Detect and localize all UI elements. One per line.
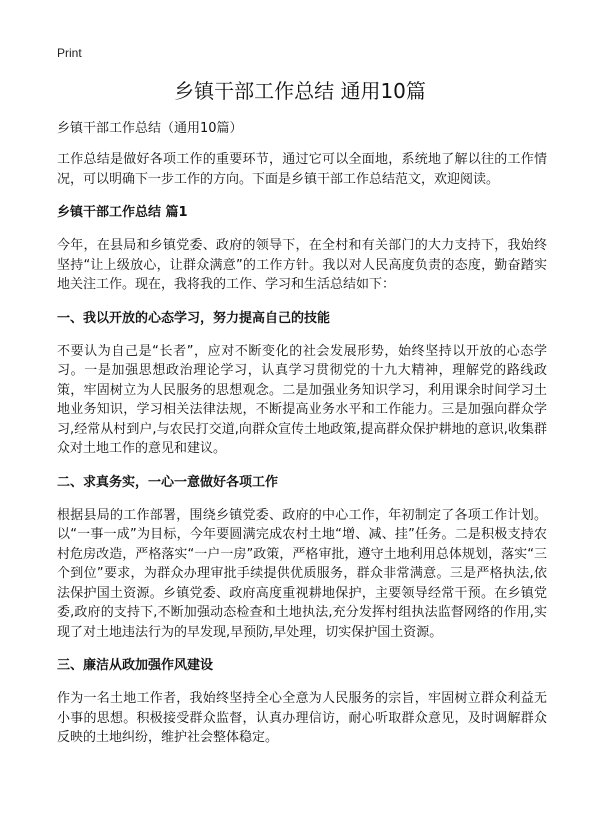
article-heading: 乡镇干部工作总结 篇1 — [57, 205, 188, 220]
document-title: 乡镇干部工作总结 通用10篇 — [174, 79, 426, 103]
section-paragraph-1: 不要认为自己是“长者”，应对不断变化的社会发展形势，始终坚持以开放的心态学习。一是加强思想政治理论学习，认真学习贯彻党的十九大精神，理解党的路线政策，牢固树立为人民服务的思想观念。二是加强业务知识学习，利用课余时间学习土地业务知识，学习相关法律法规，不断提高业务水平和工作能力。三是加强向群众学习,经常从村到户,与农民打交道,向群众宣传土地政策,提高群众保护耕地的意识,收集群众对土地工作的意见和建议。 — [57, 343, 547, 456]
section-heading-3: 三、廉洁从政加强作风建设 — [57, 658, 214, 673]
print-label: Print — [57, 46, 82, 60]
section-heading-1: 一、我以开放的心态学习，努力提高自己的技能 — [57, 310, 331, 326]
section-paragraph-3: 作为一名土地工作者，我始终坚持全心全意为人民服务的宗旨，牢固树立群众利益无小事的思想。积极接受群众监督，认真办理信访，耐心听取群众意见，及时调解群众反映的土地纠纷，维护社会整体稳定。 — [57, 691, 547, 745]
section-heading-2: 二、求真务实，一心一意做好各项工作 — [57, 474, 279, 490]
article-intro-paragraph: 今年，在县局和乡镇党委、政府的领导下，在全村和有关部门的大力支持下，我始终坚持“让上级放心，让群众满意”的工作方针。我以对人民高度负责的态度，勤奋踏实地关注工作。现在，我将我的工作、学习和生活总结如下： — [57, 238, 547, 292]
document-subtitle: 乡镇干部工作总结（通用10篇） — [57, 121, 243, 136]
intro-paragraph: 工作总结是做好各项工作的重要环节，通过它可以全面地，系统地了解以往的工作情况，可以明确下一步工作的方向。下面是乡镇干部工作总结范文，欢迎阅读。 — [57, 152, 547, 187]
section-paragraph-2: 根据县局的工作部署，围绕乡镇党委、政府的中心工作，年初制定了各项工作计划。以“一事一成”为目标，今年要圆满完成农村土地“增、减、挂”任务。二是积极支持农村危房改造，严格落实“一户一房”政策，严格审批，遵守土地利用总体规划，落实“三个到位”要求，为群众办理审批手续提供优质服务，群众非常满意。三是严格执法,依法保护国土资源。乡镇党委、政府高度重视耕地保护，主要领导经常干预。在乡镇党委,政府的支持下,不断加强动态检查和土地执法,充分发挥村组执法监督网络的作用,实现了对土地违法行为的早发现,早预防,早处理，切实保护国土资源。 — [57, 507, 547, 640]
document-body — [57, 150, 547, 762]
